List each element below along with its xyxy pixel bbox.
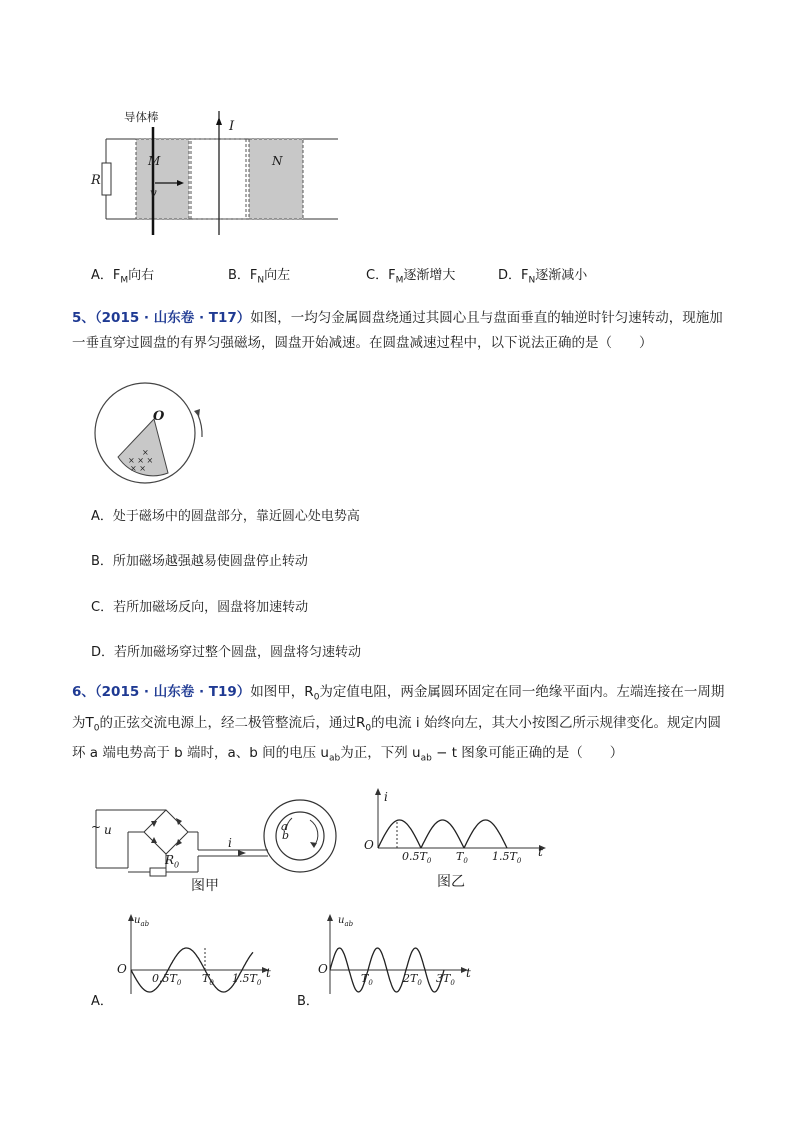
svg-text:×: × xyxy=(142,448,149,457)
graph-b-origin: O xyxy=(318,962,328,976)
graph-b-tick-2: $2T_0$ xyxy=(403,972,422,988)
graph-a-tick-2: $T_0$ xyxy=(202,972,214,988)
q4-option-c[interactable]: C．$F_M$逐渐增大 xyxy=(366,268,456,286)
rotating-disk-figure xyxy=(90,375,215,495)
graph-a-origin: O xyxy=(117,962,127,976)
resistor-label-R0: $R_0$ xyxy=(165,853,180,870)
resistor-label-R: R xyxy=(91,173,101,188)
graph-yi-xlabel: t xyxy=(538,845,543,859)
rail-circuit-figure xyxy=(80,105,350,240)
graph-yi-tick-1: $0.5T_0$ xyxy=(402,850,432,866)
graph-yi-ylabel: i xyxy=(384,790,388,804)
rod-label: 导体棒 xyxy=(124,110,159,124)
q5-option-a[interactable]: A．处于磁场中的圆盘部分，靠近圆心处电势高 xyxy=(91,509,360,524)
graph-a-ylabel: $u_{ab}$ xyxy=(134,915,150,928)
q5-option-d[interactable]: D．若所加磁场穿过整个圆盘，圆盘将匀速转动 xyxy=(91,645,362,660)
graph-a-xlabel: t xyxy=(266,966,271,980)
q6-stem: 6、（2015 · 山东卷 · T19）如图甲，$R_0$为定值电阻，两金属圆环固定在同一绝缘平面内。左端连接在一周期为$T_0$的正弦交流电源上，经二极管整流后，通过$R_0$的电流 i 始终向左，其大小按图乙所示规律变化。规定内圆环 a 端电势高于 b 端时，a、b 间的电压 $u_{ab}$为正，下列 $u_{ab} - t$ 图象可能正确的是（ ） xyxy=(72,684,725,765)
q4-option-d[interactable]: D．$F_N$逐渐减小 xyxy=(498,268,588,286)
graph-b-ylabel: $u_{ab}$ xyxy=(338,915,354,928)
region-label-N: N xyxy=(272,154,283,168)
graph-yi-tick-3: $1.5T_0$ xyxy=(492,850,522,866)
graph-yi-tick-2: $T_0$ xyxy=(456,850,468,866)
ring-terminal-b: b xyxy=(282,829,290,842)
current-label-i: i xyxy=(228,836,232,850)
rectifier-circuit-figure xyxy=(88,790,348,880)
current-graph-yi xyxy=(360,786,550,866)
velocity-label-v: v xyxy=(150,186,157,200)
svg-text:× × ×: × × × xyxy=(128,456,154,465)
ac-source-label: ~ xyxy=(91,820,102,834)
figure-caption-jia: 图甲 xyxy=(191,878,219,894)
graph-a-tick-3: $1.5T_0$ xyxy=(232,972,262,988)
graph-b-xlabel: t xyxy=(466,966,471,980)
region-label-M: M xyxy=(148,154,161,168)
current-label-I: I xyxy=(229,119,235,134)
graph-b-option-label[interactable]: B． xyxy=(297,994,319,1009)
svg-text:× ×: × × xyxy=(130,464,146,473)
graph-yi-origin: O xyxy=(364,838,374,852)
graph-b-tick-1: $T_0$ xyxy=(361,972,373,988)
figure-caption-yi: 图乙 xyxy=(437,874,465,890)
q4-option-a[interactable]: A．$F_M$向右 xyxy=(91,268,155,286)
voltage-label-u: u xyxy=(104,823,112,837)
graph-b-tick-3: $3T_0$ xyxy=(436,972,455,988)
q5-option-b[interactable]: B．所加磁场越强越易使圆盘停止转动 xyxy=(91,554,308,569)
q4-option-b[interactable]: B．$F_N$向左 xyxy=(228,268,291,286)
q5-option-c[interactable]: C．若所加磁场反向，圆盘将加速转动 xyxy=(91,600,309,615)
q5-stem: 5、（2015 · 山东卷 · T17）如图，一均匀金属圆盘绕通过其圆心且与盘面垂直的轴逆时针匀速转动，现施加一垂直穿过圆盘的有界匀强磁场，圆盘开始减速。在圆盘减速过程中，以下说法正确的是（ ） xyxy=(72,310,723,351)
disk-center-label: O xyxy=(153,409,165,424)
ring-terminal-a: a xyxy=(281,820,288,833)
graph-a-option-label[interactable]: A． xyxy=(91,994,113,1009)
graph-a-tick-1: $0.5T_0$ xyxy=(152,972,182,988)
